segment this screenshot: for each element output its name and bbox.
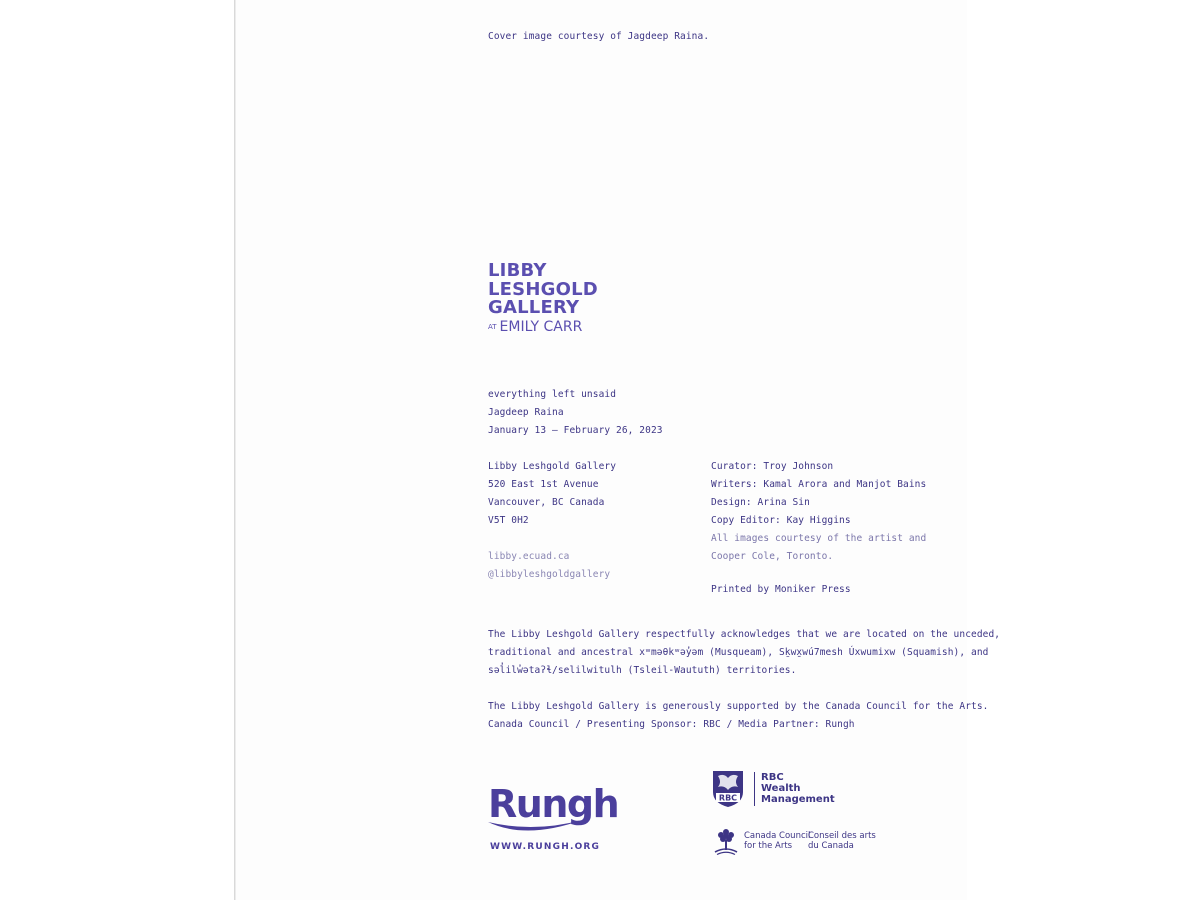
credit-copy-editor: Copy Editor: Kay Higgins	[711, 515, 851, 526]
publication-credits	[711, 458, 926, 566]
exhibition-artist: Jagdeep Raina	[488, 407, 564, 418]
exhibition-dates: January 13 – February 26, 2023	[488, 425, 663, 436]
logo-line-gallery: GALLERY	[488, 297, 580, 318]
contact-social: @libbyleshgoldgallery	[488, 569, 611, 580]
support-line: The Libby Leshgold Gallery is generously supported by the Canada Council for the Arts.	[488, 701, 989, 712]
credit-writers: Writers: Kamal Arora and Manjot Bains	[711, 479, 927, 490]
land-acknowledgement	[488, 626, 1000, 680]
address-name: Libby Leshgold Gallery	[488, 461, 617, 472]
land-ack-line: The Libby Leshgold Gallery respectfully acknowledges that we are located on the unceded,	[488, 629, 1001, 640]
credit-printer: Printed by Moniker Press	[711, 584, 851, 595]
credit-images-line1: All images courtesy of the artist and	[711, 533, 927, 544]
cc-en-line2: for the Arts	[744, 841, 793, 851]
address-city: Vancouver, BC Canada	[488, 497, 605, 508]
land-ack-line: traditional and ancestral xʷməθkʷəy̓əm (Musqueam), Sḵwx̱wú7mesh Úxwumixw (Squamish), and	[488, 647, 989, 658]
address-street: 520 East 1st Avenue	[488, 479, 599, 490]
rungh-url: WWW.RUNGH.ORG	[490, 842, 601, 852]
support-statement	[488, 698, 988, 734]
rbc-line1: RBC	[761, 772, 784, 783]
logo-emily-carr-text: EMILY CARR	[499, 318, 583, 335]
gallery-logo	[488, 262, 598, 335]
support-line: Canada Council / Presenting Sponsor: RBC / Media Partner: Rungh	[488, 719, 855, 730]
document-page	[234, 0, 967, 900]
canada-council-french	[808, 831, 876, 851]
exhibition-info	[488, 386, 663, 440]
cc-fr-line2: du Canada	[808, 841, 854, 851]
rungh-swoosh-icon	[486, 818, 586, 840]
canada-council-english	[744, 831, 810, 851]
contact-website: libby.ecuad.ca	[488, 551, 570, 562]
address-postal: V5T 0H2	[488, 515, 529, 526]
cover-credit: Cover image courtesy of Jagdeep Raina.	[488, 31, 710, 42]
gallery-contact	[488, 548, 610, 584]
gallery-address	[488, 458, 616, 530]
logo-line-emily-carr	[488, 319, 598, 335]
cc-en-line1: Canada Council	[744, 831, 811, 841]
credit-images-line2: Cooper Cole, Toronto.	[711, 551, 834, 562]
credit-design: Design: Arina Sin	[711, 497, 810, 508]
logo-line-leshgold: LESHGOLD	[488, 278, 598, 300]
rbc-divider	[754, 772, 755, 806]
cc-fr-line1: Conseil des arts	[808, 831, 876, 841]
exhibition-title: everything left unsaid	[488, 389, 617, 400]
rungh-logo: Rungh	[488, 782, 619, 826]
rbc-wealth-management-text	[761, 772, 835, 805]
logo-at: AT	[488, 322, 497, 331]
canada-council-tree-icon	[713, 826, 739, 856]
rbc-line2: Wealth	[761, 783, 801, 794]
logo-line-libby: LIBBY	[488, 260, 547, 281]
land-ack-line: səl̓ilw̓ətaʔɬ/selilwitulh (Tsleil-Waututh) territories.	[488, 665, 797, 676]
rbc-shield-text: RBC	[718, 793, 738, 803]
rbc-line3: Management	[761, 794, 835, 805]
rbc-shield-icon	[712, 770, 744, 808]
credit-curator: Curator: Troy Johnson	[711, 461, 834, 472]
